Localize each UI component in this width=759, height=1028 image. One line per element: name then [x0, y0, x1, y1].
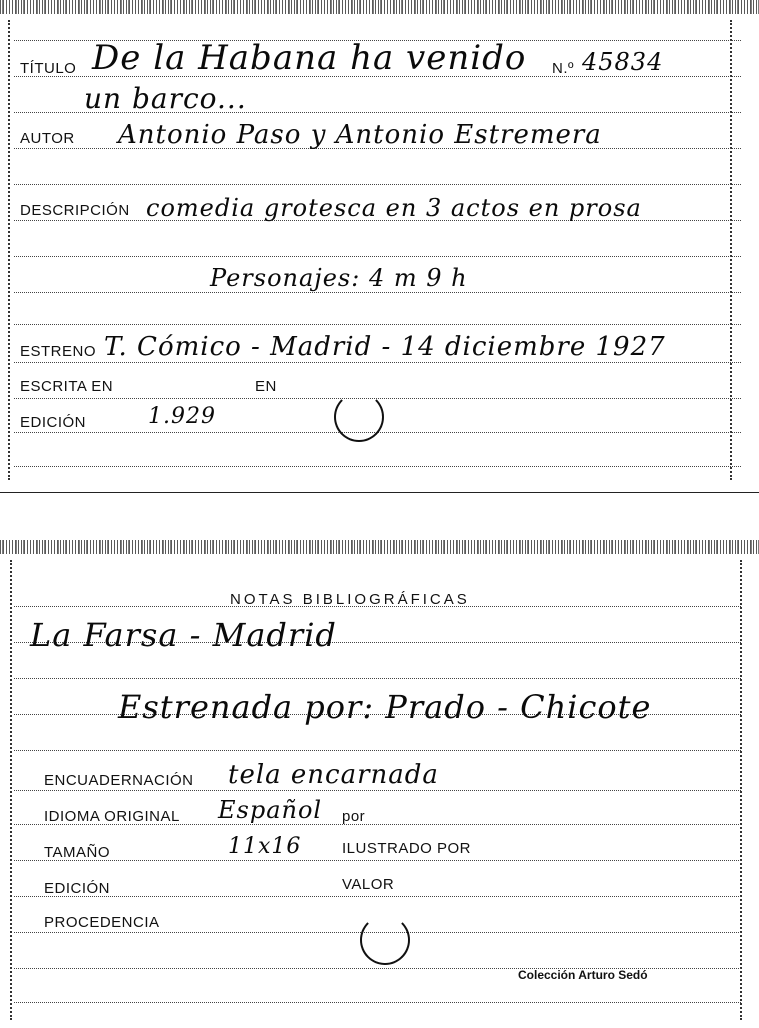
card-top-edge — [0, 540, 759, 554]
procedencia-label: PROCEDENCIA — [44, 914, 160, 931]
personajes-value: Personajes: 4 m 9 h — [210, 264, 468, 292]
card-right-edge — [730, 20, 732, 480]
autor-value: Antonio Paso y Antonio Estremera — [118, 120, 602, 150]
estreno-value: T. Cómico - Madrid - 14 diciembre 1927 — [104, 332, 666, 362]
ruled-line — [14, 790, 741, 791]
edicion-label: EDICIÓN — [44, 880, 111, 897]
ruled-line — [14, 184, 741, 185]
ruled-line — [14, 256, 741, 257]
edicion-value: 1.929 — [148, 404, 216, 429]
card-punch-hole — [334, 392, 384, 442]
collection-footer: Colección Arturo Sedó — [518, 968, 648, 982]
section-title: NOTAS BIBLIOGRÁFICAS — [230, 591, 470, 608]
ruled-line — [14, 324, 741, 325]
numero-label: N.º — [552, 60, 574, 77]
card-top-edge — [0, 0, 759, 14]
catalog-card-back — [0, 540, 759, 1028]
titulo-value: De la Habana ha venido — [92, 38, 527, 78]
ruled-line — [14, 678, 741, 679]
card-left-edge — [10, 560, 12, 1020]
encuadernacion-value: tela encarnada — [228, 760, 439, 790]
titulo-value-continued: un barco... — [84, 82, 247, 115]
ruled-line — [14, 362, 741, 363]
idioma-value: Español — [218, 796, 323, 824]
valor-label: VALOR — [342, 876, 395, 893]
note-line-2: Estrenada por: Prado - Chicote — [118, 688, 652, 726]
ilustrado-label: ILUSTRADO POR — [342, 840, 472, 857]
note-line-1: La Farsa - Madrid — [30, 616, 337, 654]
ruled-line — [14, 466, 741, 467]
ruled-line — [14, 896, 741, 897]
autor-label: AUTOR — [20, 130, 75, 147]
titulo-label: TÍTULO — [20, 60, 77, 77]
estreno-label: ESTRENO — [20, 343, 97, 360]
descripcion-label: DESCRIPCIÓN — [20, 202, 130, 219]
card-punch-hole — [360, 915, 410, 965]
ruled-line — [14, 750, 741, 751]
catalog-card-front — [0, 0, 759, 490]
escrita-en-label: ESCRITA EN — [20, 378, 114, 395]
tamano-value: 11x16 — [228, 834, 302, 859]
edicion-label: EDICIÓN — [20, 414, 87, 431]
tamano-label: TAMAÑO — [44, 844, 111, 861]
card-left-edge — [8, 20, 10, 480]
ruled-line — [14, 292, 741, 293]
encuadernacion-label: ENCUADERNACIÓN — [44, 772, 194, 789]
ruled-line — [14, 1002, 741, 1003]
ruled-line — [14, 860, 741, 861]
por-label: por — [342, 808, 366, 825]
card-separator — [0, 492, 759, 493]
idioma-label: IDIOMA ORIGINAL — [44, 808, 180, 825]
numero-value: 45834 — [582, 48, 664, 76]
en-label: EN — [255, 378, 277, 395]
ruled-line — [14, 398, 741, 399]
descripcion-value: comedia grotesca en 3 actos en prosa — [146, 194, 642, 222]
